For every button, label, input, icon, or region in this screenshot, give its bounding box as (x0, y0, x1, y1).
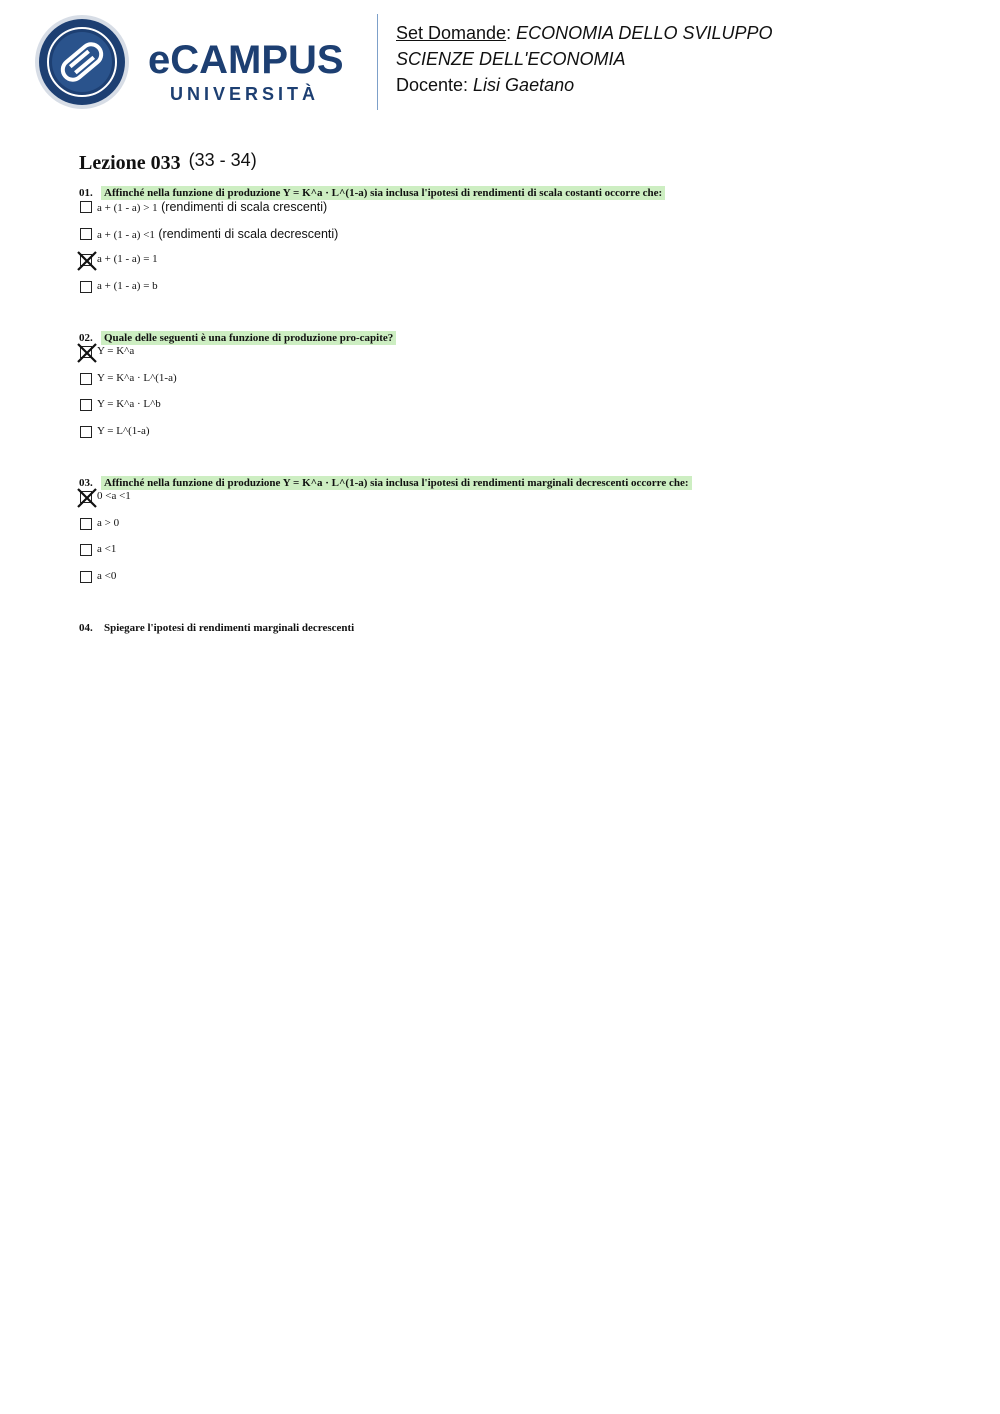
answer-option[interactable] (79, 542, 692, 569)
checkbox-checked[interactable] (80, 254, 92, 266)
option-text: a > 0 (97, 516, 120, 529)
question-number: 03. (79, 477, 93, 489)
question-header (79, 187, 665, 199)
page-header (0, 0, 1000, 130)
question-header (79, 332, 396, 344)
question-number: 01. (79, 187, 93, 199)
question-02 (79, 332, 396, 450)
logo-word: eCAMPUS (148, 38, 344, 82)
option-text: a + (1 - a) = b (97, 279, 158, 292)
question-number: 02. (79, 332, 93, 344)
option-text: Y = K^a · L^b (97, 398, 161, 410)
question-header (79, 477, 692, 489)
set-label: Set Domande (396, 23, 507, 43)
question-text: Spiegare l'ipotesi di rendimenti marginali decrescenti (104, 622, 355, 634)
checkbox[interactable] (80, 399, 92, 411)
teacher-label: Docente: (396, 75, 474, 95)
ecampus-seal-logo (34, 14, 130, 115)
lesson-heading (79, 152, 257, 175)
cross-mark-icon (76, 250, 98, 272)
option-text: a + (1 - a) = 1 (97, 253, 158, 265)
question-text: Affinché nella funzione di produzione Y = K^a · L^(1-a) sia inclusa l'ipotesi di rendimenti marginali decrescenti occorre che: (101, 476, 692, 490)
header-divider (377, 14, 378, 110)
lesson-range: (33 - 34) (188, 150, 257, 170)
checkbox[interactable] (80, 228, 92, 240)
cross-mark-icon (76, 342, 98, 364)
checkbox[interactable] (80, 571, 92, 583)
option-text: Y = K^a (97, 345, 135, 357)
course-name: ECONOMIA DELLO SVILUPPO (516, 23, 773, 43)
question-text: Quale delle seguenti è una funzione di produzione pro-capite? (101, 331, 396, 345)
faculty-line (396, 46, 773, 72)
cross-mark-icon (76, 487, 98, 509)
answer-option[interactable] (79, 397, 396, 424)
course-line (396, 20, 773, 46)
question-number: 04. (79, 622, 93, 634)
checkbox[interactable] (80, 281, 92, 293)
option-text: a + (1 - a) <1 (97, 228, 155, 241)
answer-option[interactable] (79, 252, 665, 279)
question-text: Affinché nella funzione di produzione Y = K^a · L^(1-a) sia inclusa l'ipotesi di rendimenti di scala costanti occorre che: (101, 186, 665, 200)
question-04 (79, 622, 357, 634)
option-text: a + (1 - a) > 1 (97, 202, 158, 214)
checkbox[interactable] (80, 518, 92, 530)
logo-sub: UNIVERSITÀ (170, 84, 320, 104)
option-note: (rendimenti di scala decrescenti) (154, 226, 339, 241)
checkbox[interactable] (80, 373, 92, 385)
checkbox-checked[interactable] (80, 346, 92, 358)
question-03 (79, 477, 692, 595)
answer-option[interactable] (79, 199, 665, 226)
checkbox[interactable] (80, 201, 92, 213)
question-01 (79, 187, 665, 305)
option-note: (rendimenti di scala crescenti) (157, 200, 328, 214)
faculty-name: SCIENZE DELL'ECONOMIA (396, 49, 626, 69)
answer-option[interactable] (79, 371, 396, 398)
answer-option[interactable] (79, 516, 692, 543)
option-text: Y = L^(1-a) (97, 424, 150, 437)
option-text: a <0 (97, 569, 117, 582)
answer-option[interactable] (79, 569, 692, 596)
checkbox[interactable] (80, 426, 92, 438)
checkbox[interactable] (80, 544, 92, 556)
answer-option[interactable] (79, 424, 396, 451)
teacher-name: Lisi Gaetano (473, 75, 575, 95)
answer-option[interactable] (79, 344, 396, 371)
answer-option[interactable] (79, 279, 665, 306)
lesson-title: Lezione 033 (79, 152, 181, 174)
checkbox-checked[interactable] (80, 491, 92, 503)
option-text: 0 <a <1 (97, 490, 131, 502)
ecampus-wordmark (148, 40, 344, 105)
option-text: Y = K^a · L^(1-a) (97, 371, 177, 384)
option-text: a <1 (97, 543, 117, 555)
set-sep: : (506, 23, 517, 43)
answer-option[interactable] (79, 489, 692, 516)
answer-option[interactable] (79, 226, 665, 253)
teacher-line (396, 72, 773, 98)
header-info (396, 20, 773, 98)
question-header (79, 622, 357, 634)
